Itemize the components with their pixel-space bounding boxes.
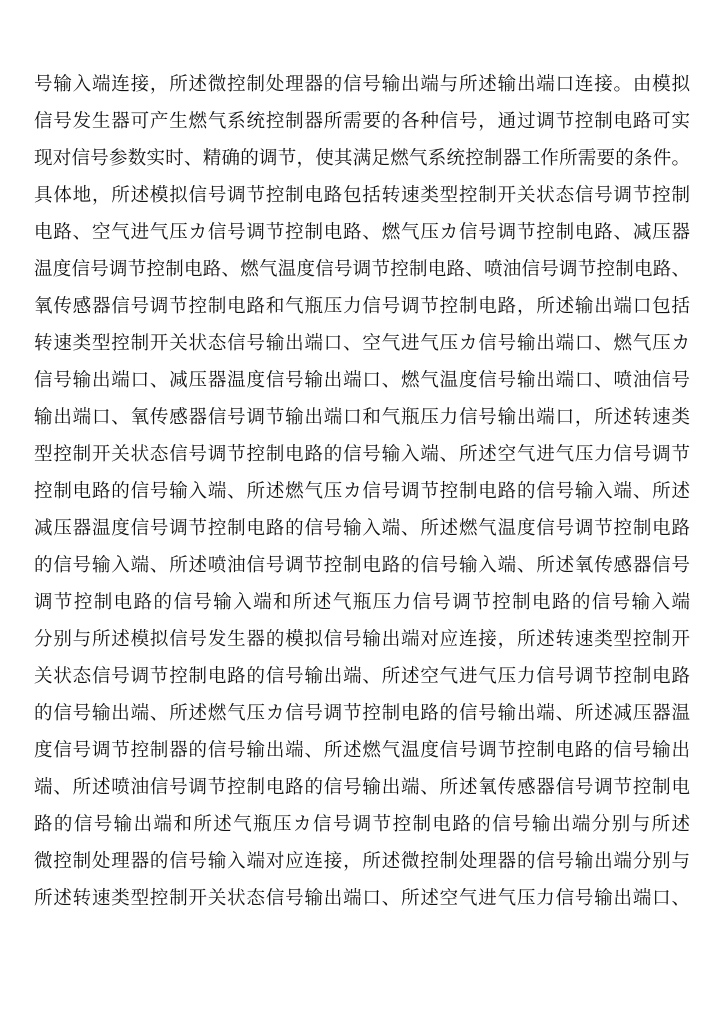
- text-line: 度信号调节控制器的信号输出端、所述燃气温度信号调节控制电路的信号输出: [34, 740, 690, 761]
- text-line: 关状态信号调节控制电路的信号输出端、所述空气进气压力信号调节控制电路: [34, 666, 690, 687]
- text-line: 温度信号调节控制电路、燃气温度信号调节控制电路、喷油信号调节控制电路、: [34, 259, 690, 280]
- text-line: 减压器温度信号调节控制电路的信号输入端、所述燃气温度信号调节控制电路: [34, 518, 690, 539]
- text-line: 路的信号输出端和所述气瓶压カ信号调节控制电路的信号输出端分别与所述: [34, 814, 690, 835]
- text-line: 的信号输出端、所述燃气压カ信号调节控制电路的信号输出端、所述减压器温: [34, 703, 690, 724]
- text-line: 现对信号参数实时、精确的调节，使其满足燃气系统控制器工作所需要的条件。: [34, 148, 690, 169]
- text-line: 电路、空气进气压カ信号调节控制电路、燃气压カ信号调节控制电路、减压器: [34, 222, 690, 243]
- text-line: 信号发生器可产生燃气系统控制器所需要的各种信号，通过调节控制电路可实: [34, 111, 690, 132]
- text-line: 具体地，所述模拟信号调节控制电路包括转速类型控制开关状态信号调节控制: [34, 185, 690, 206]
- text-line: 号输入端连接，所述微控制处理器的信号输出端与所述输出端口连接。由模拟: [34, 74, 690, 95]
- text-line: 输出端口、氧传感器信号调节输出端口和气瓶压力信号输出端口，所述转速类: [34, 407, 690, 428]
- text-line: 信号输出端口、减压器温度信号输出端口、燃气温度信号输出端口、喷油信号: [34, 370, 690, 391]
- text-line: 所述转速类型控制开关状态信号输出端口、所述空气进气压力信号输出端口、: [34, 888, 690, 909]
- text-line: 转速类型控制开关状态信号输出端口、空气进气压カ信号输出端口、燃气压カ: [34, 333, 690, 354]
- text-line: 氧传感器信号调节控制电路和气瓶压力信号调节控制电路，所述输出端口包括: [34, 296, 690, 317]
- text-line: 控制电路的信号输入端、所述燃气压カ信号调节控制电路的信号输入端、所述: [34, 481, 690, 502]
- text-line: 调节控制电路的信号输入端和所述气瓶压力信号调节控制电路的信号输入端: [34, 592, 690, 613]
- text-line: 分别与所述模拟信号发生器的模拟信号输出端对应连接，所述转速类型控制开: [34, 629, 690, 650]
- text-line: 型控制开关状态信号调节控制电路的信号输入端、所述空气进气压力信号调节: [34, 444, 690, 465]
- text-line: 的信号输入端、所述喷油信号调节控制电路的信号输入端、所述氧传感器信号: [34, 555, 690, 576]
- body-text: [34, 66, 690, 917]
- text-line: 微控制处理器的信号输入端对应连接，所述微控制处理器的信号输出端分别与: [34, 851, 690, 872]
- text-line: 端、所述喷油信号调节控制电路的信号输出端、所述氧传感器信号调节控制电: [34, 777, 690, 798]
